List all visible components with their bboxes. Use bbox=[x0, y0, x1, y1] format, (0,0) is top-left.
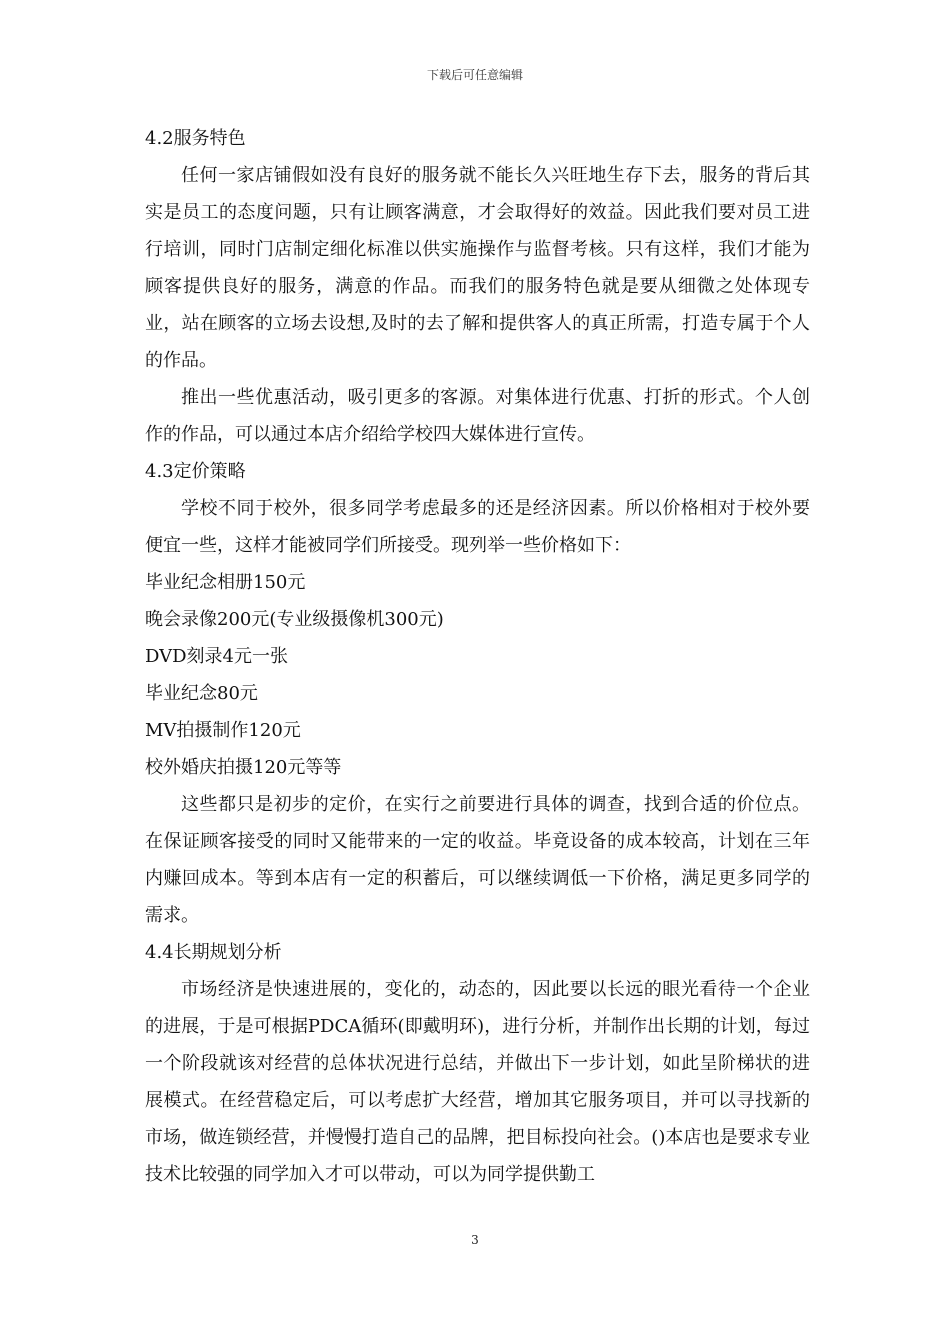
price-item: 毕业纪念80元 bbox=[145, 683, 258, 704]
document-body bbox=[145, 120, 810, 1193]
price-item: 毕业纪念相册150元 bbox=[145, 572, 306, 593]
paragraph-pricing-intro: 学校不同于校外，很多同学考虑最多的还是经济因素。所以价格相对于校外要便宜一些，这样才能被同学们所接受。现列举一些价格如下： bbox=[145, 498, 810, 556]
price-item: 晚会录像200元(专业级摄像机300元) bbox=[145, 609, 444, 630]
section-heading-4-2: 4.2服务特色 bbox=[145, 128, 246, 149]
page-number: 3 bbox=[471, 1233, 479, 1247]
paragraph-promotions: 推出一些优惠活动，吸引更多的客源。对集体进行优惠、打折的形式。个人创作的作品，可以通过本店介绍给学校四大媒体进行宣传。 bbox=[145, 387, 810, 445]
paragraph-pricing-notes: 这些都只是初步的定价，在实行之前要进行具体的调查，找到合适的价位点。在保证顾客接受的同时又能带来的一定的收益。毕竟设备的成本较高，计划在三年内赚回成本。等到本店有一定的积蓄后，可以继续调低一下价格，满足更多同学的需求。 bbox=[145, 794, 810, 926]
section-heading-4-3: 4.3定价策略 bbox=[145, 461, 246, 482]
page-header: 下载后可任意编辑 bbox=[426, 68, 523, 82]
price-item: DVD刻录4元一张 bbox=[145, 646, 288, 667]
price-item: MV拍摄制作120元 bbox=[145, 720, 301, 741]
section-heading-4-4: 4.4长期规划分析 bbox=[145, 942, 282, 963]
paragraph-long-term-plan: 市场经济是快速进展的，变化的，动态的，因此要以长远的眼光看待一个企业的进展，于是可根据PDCA循环(即戴明环)，进行分析，并制作出长期的计划，每过一个阶段就该对经营的总体状况进行总结，并做出下一步计划，如此呈阶梯状的进展模式。在经营稳定后，可以考虑扩大经营，增加其它服务项目，并可以寻找新的市场，做连锁经营，并慢慢打造自己的品牌，把目标投向社会。()本店也是要求专业技术比较强的同学加入才可以带动，可以为同学提供勤工 bbox=[145, 979, 810, 1185]
price-item: 校外婚庆拍摄120元等等 bbox=[145, 757, 342, 778]
paragraph-service-features: 任何一家店铺假如没有良好的服务就不能长久兴旺地生存下去，服务的背后其实是员工的态度问题，只有让顾客满意，才会取得好的效益。因此我们要对员工进行培训，同时门店制定细化标准以供实施操作与监督考核。只有这样，我们才能为顾客提供良好的服务，满意的作品。而我们的服务特色就是要从细微之处体现专业，站在顾客的立场去设想,及时的去了解和提供客人的真正所需，打造专属于个人的作品。 bbox=[145, 165, 810, 371]
